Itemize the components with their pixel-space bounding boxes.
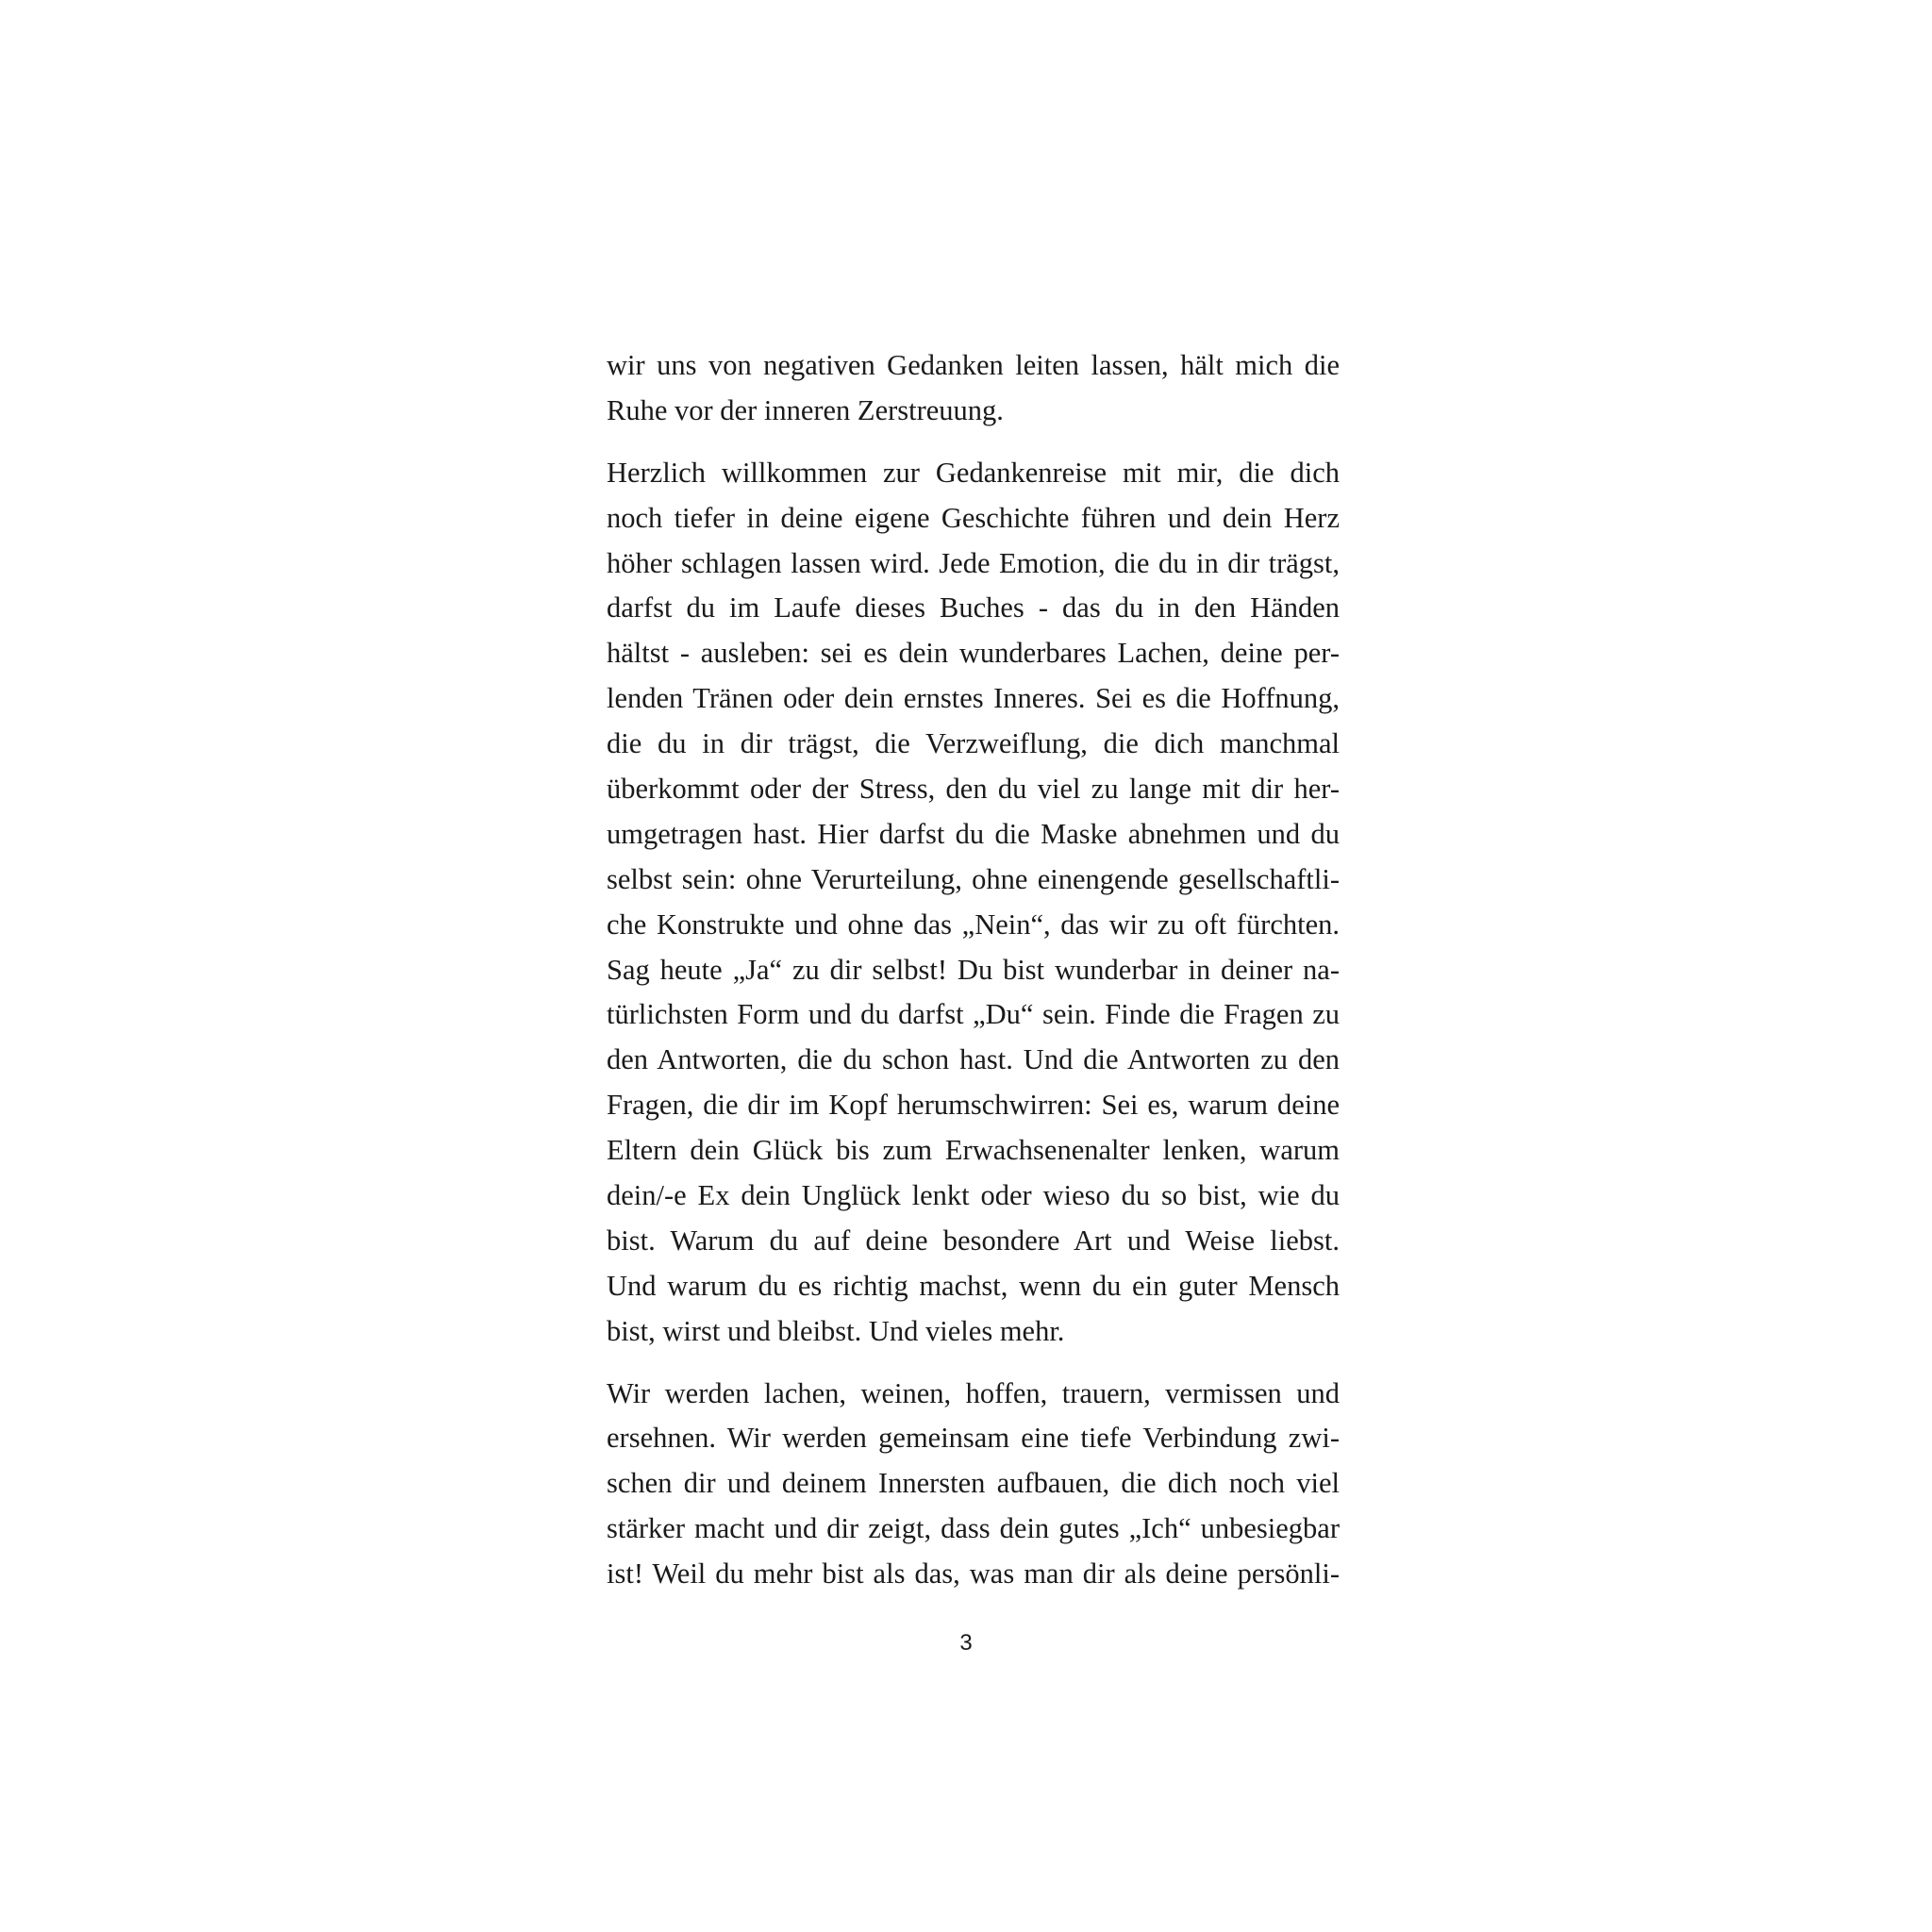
text-line: Ruhe vor der inneren Zerstreuung. [607,393,1004,426]
text-line: che Konstrukte und ohne das „Nein“, das wir zu oft fürchten. [607,908,1340,941]
text-line: überkommt oder der Stress, den du viel zu lange mit dir her- [607,773,1340,806]
text-line: bist. Warum du auf deine besondere Art und Weise liebst. [607,1224,1340,1257]
text-line: wir uns von negativen Gedanken leiten lassen, hält mich die [607,349,1340,381]
text-line: hältst - ausleben: sei es dein wunderbares Lachen, deine per- [607,637,1340,670]
text-line: darfst du im Laufe dieses Buches - das du in den Händen [607,591,1340,625]
text-line: Und warum du es richtig machst, wenn du ein guter Mensch [607,1269,1340,1302]
body-text [607,343,1340,1597]
paragraph [607,343,1340,434]
text-line: die du in dir trägst, die Verzweiflung, die dich manchmal [607,727,1340,760]
text-line: den Antworten, die du schon hast. Und die Antworten zu den [607,1043,1340,1076]
text-line: lenden Tränen oder dein ernstes Inneres. Sei es die Hoffnung, [607,682,1340,715]
text-line: Wir werden lachen, weinen, hoffen, trauern, vermissen und [607,1376,1340,1409]
text-line: Fragen, die dir im Kopf herumschwirren: Sei es, warum deine [607,1089,1340,1122]
text-line: Herzlich willkommen zur Gedankenreise mit mir, die dich [607,456,1340,489]
paragraph [607,1372,1340,1597]
text-line: dein/-e Ex dein Unglück lenkt oder wieso du so bist, wie du [607,1179,1340,1212]
paragraph-spacer [607,434,1340,451]
text-line: stärker macht und dir zeigt, dass dein gutes „Ich“ unbesiegbar [607,1512,1340,1545]
paragraph-spacer [607,1355,1340,1372]
text-line: höher schlagen lassen wird. Jede Emotion, die du in dir trägst, [607,546,1340,579]
text-line: Eltern dein Glück bis zum Erwachsenenalter lenken, warum [607,1134,1340,1167]
text-line: umgetragen hast. Hier darfst du die Maske abnehmen und du [607,817,1340,850]
paragraph [607,451,1340,1355]
text-line: bist, wirst und bleibst. Und vieles mehr. [607,1314,1065,1347]
text-line: selbst sein: ohne Verurteilung, ohne einengende gesellschaftli- [607,862,1340,895]
text-line: türlichsten Form und du darfst „Du“ sein. Finde die Fragen zu [607,998,1340,1031]
text-line: ist! Weil du mehr bist als das, was man dir als deine persönli- [607,1557,1340,1591]
text-line: noch tiefer in deine eigene Geschichte führen und dein Herz [607,501,1340,534]
text-line: schen dir und deinem Innersten aufbauen, die dich noch viel [607,1467,1340,1500]
text-line: ersehnen. Wir werden gemeinsam eine tiefe Verbindung zwi- [607,1422,1340,1455]
text-line: Sag heute „Ja“ zu dir selbst! Du bist wunderbar in deiner na- [607,953,1340,986]
page-number: 3 [959,1630,973,1656]
